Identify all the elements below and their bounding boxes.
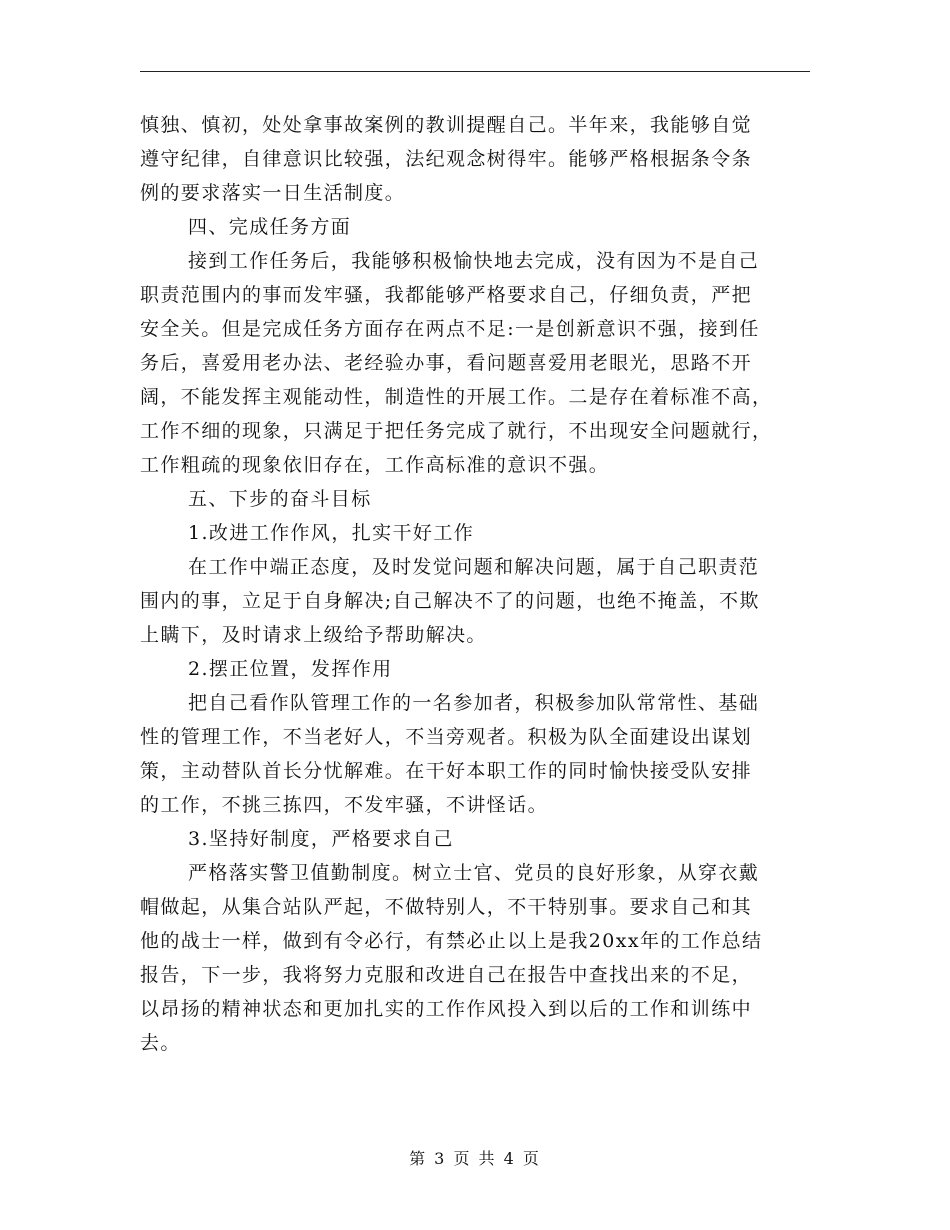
text-line: 职责范围内的事而发牢骚，我都能够严格要求自己，仔细负责，严把 (140, 284, 753, 306)
text-line: 以昂扬的精神状态和更加扎实的工作作风投入到以后的工作和训练中 (140, 998, 753, 1020)
text-line: 遵守纪律，自律意识比较强，法纪观念树得牢。能够严格根据条令条 (140, 148, 753, 170)
text-line: 务后，喜爱用老办法、老经验办事，看问题喜爱用老眼光，思路不开 (140, 352, 753, 374)
text-line: 严格落实警卫值勤制度。树立士官、党员的良好形象，从穿衣戴 (188, 862, 760, 884)
subsection-heading: 2.摆正位置，发挥作用 (188, 658, 393, 680)
subsection-heading: 3.坚持好制度，严格要求自己 (188, 828, 454, 850)
text-line: 把自己看作队管理工作的一名参加者，积极参加队常常性、基础 (188, 692, 760, 714)
page-number-footer: 第 3 页 共 4 页 (409, 1149, 541, 1168)
text-line: 安全关。但是完成任务方面存在两点不足:一是创新意识不强，接到任 (140, 318, 760, 340)
text-line: 策，主动替队首长分忧解难。在干好本职工作的同时愉快接受队安排 (140, 760, 753, 782)
text-line: 去。 (140, 1032, 181, 1054)
section-heading: 四、完成任务方面 (188, 216, 352, 238)
text-line: 例的要求落实一日生活制度。 (140, 182, 406, 204)
text-line: 性的管理工作，不当老好人，不当旁观者。积极为队全面建设出谋划 (140, 726, 753, 748)
subsection-heading: 1.改进工作作风，扎实干好工作 (188, 522, 475, 544)
text-line: 阔，不能发挥主观能动性，制造性的开展工作。二是存在着标准不高， (140, 386, 773, 408)
text-line: 在工作中端正态度，及时发觉问题和解决问题，属于自己职责范 (188, 556, 760, 578)
text-line: 围内的事，立足于自身解决;自己解决不了的问题，也绝不掩盖，不欺 (140, 590, 760, 612)
text-line: 工作粗疏的现象依旧存在，工作高标准的意识不强。 (140, 454, 610, 476)
text-line: 他的战士一样，做到有令必行，有禁必止以上是我20xx年的工作总结 (140, 930, 763, 952)
text-line: 慎独、慎初，处处拿事故案例的教训提醒自己。半年来，我能够自觉 (140, 114, 753, 136)
text-line: 的工作，不挑三拣四，不发牢骚，不讲怪话。 (140, 794, 549, 816)
text-line: 工作不细的现象，只满足于把任务完成了就行，不出现安全问题就行， (140, 420, 773, 442)
section-heading: 五、下步的奋斗目标 (188, 488, 372, 510)
document-body (140, 108, 810, 1060)
text-line: 报告，下一步，我将努力克服和改进自己在报告中查找出来的不足， (140, 964, 753, 986)
text-line: 接到工作任务后，我能够积极愉快地去完成，没有因为不是自己 (188, 250, 760, 272)
text-line: 上瞒下，及时请求上级给予帮助解决。 (140, 624, 487, 646)
header-rule (140, 71, 810, 72)
text-line: 帽做起，从集合站队严起，不做特别人，不干特别事。要求自己和其 (140, 896, 753, 918)
